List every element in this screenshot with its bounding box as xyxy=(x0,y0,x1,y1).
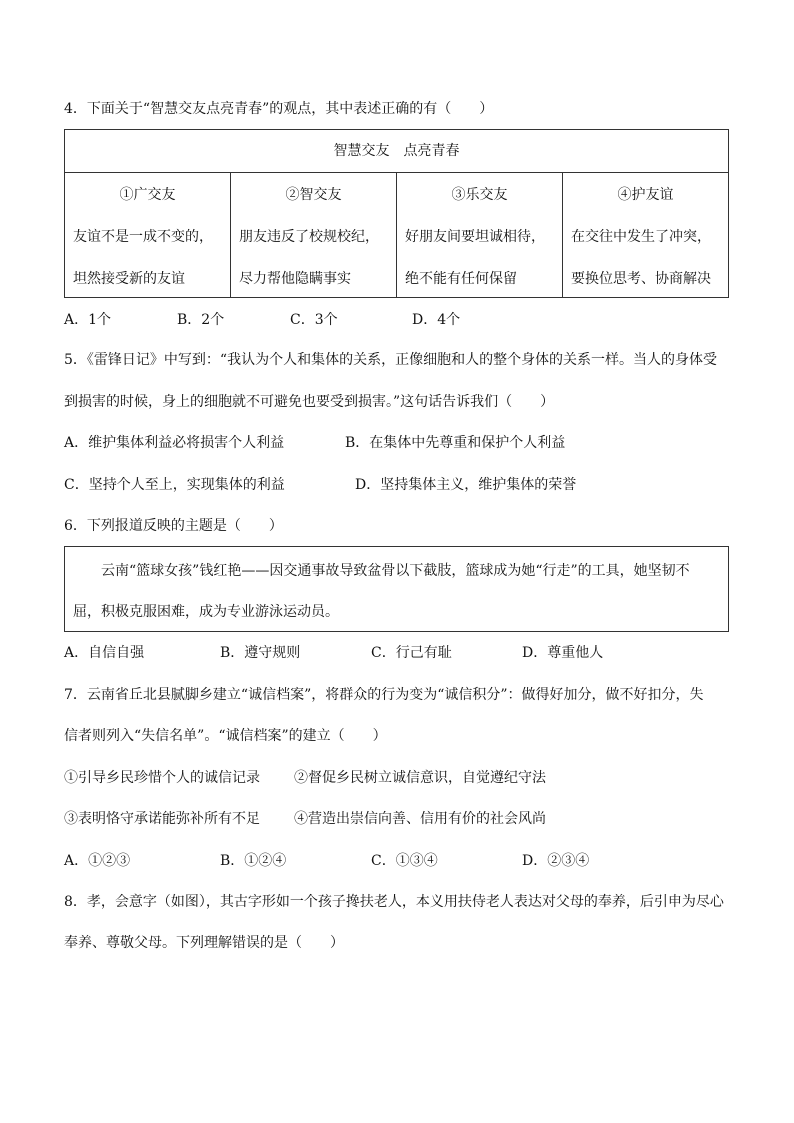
q6-options xyxy=(64,643,744,663)
q4-col-line: 好朋友间要坦诚相待， xyxy=(405,229,545,245)
q4-option-a[interactable]: A．1个 xyxy=(64,312,112,328)
q5-option-d[interactable]: D．坚持集体主义，维护集体的荣誉 xyxy=(355,477,577,493)
q6-option-c[interactable]: C．行己有耻 xyxy=(371,645,452,661)
q7-line2: 信者则列入“失信名单”。“诚信档案”的建立（ ） xyxy=(64,728,387,744)
q7-options xyxy=(64,851,744,871)
q4-col-line: 坦然接受新的友谊 xyxy=(73,271,185,287)
q4-col-line: 要换位思考、协商解决 xyxy=(571,271,711,287)
q4-stem: 4．下面关于“智慧交友点亮青春”的观点，其中表述正确的有（ ） xyxy=(64,101,494,117)
q4-col-line: 朋友违反了校规校纪， xyxy=(239,229,379,245)
q4-table xyxy=(64,129,729,298)
q4-table-cell xyxy=(397,173,563,298)
q7-item-3: ③表明恪守承诺能弥补所有不足 xyxy=(64,811,260,827)
q4-table-cell xyxy=(65,173,231,298)
q7-item-2: ②督促乡民树立诚信意识，自觉遵纪守法 xyxy=(294,770,546,786)
q4-col-line: 绝不能有任何保留 xyxy=(405,271,517,287)
q7-item-1: ①引导乡民珍惜个人的诚信记录 xyxy=(64,770,260,786)
q4-option-d[interactable]: D．4个 xyxy=(412,312,461,328)
q4-col-line: 尽力帮他隐瞒事实 xyxy=(239,271,351,287)
q4-options xyxy=(64,310,744,330)
q7-line1: 7．云南省丘北县腻脚乡建立“诚信档案”，将群众的行为变为“诚信积分”：做得好加分，做不好扣分，失 xyxy=(64,687,704,703)
q5-options-row2 xyxy=(64,475,744,495)
q6-option-a[interactable]: A．自信自强 xyxy=(64,645,145,661)
q4-col-line: 在交往中发生了冲突， xyxy=(571,229,711,245)
q5-option-a[interactable]: A．维护集体利益必将损害个人利益 xyxy=(64,435,285,451)
q4-table-cell xyxy=(231,173,397,298)
q7-item-4: ④营造出崇信向善、信用有价的社会风尚 xyxy=(294,811,546,827)
q5-options-row1 xyxy=(64,433,744,453)
q6-option-d[interactable]: D．尊重他人 xyxy=(522,645,604,661)
q6-report-line2: 屈，积极克服困难，成为专业游泳运动员。 xyxy=(73,604,339,620)
q6-report-box xyxy=(64,546,729,632)
q6-report-line1: 云南“篮球女孩”钱红艳——因交通事故导致盆骨以下截肢，篮球成为她“行走”的工具，她坚韧不 xyxy=(101,563,690,579)
q5-line1: 5．《雷锋日记》中写到：“我认为个人和集体的关系，正像细胞和人的整个身体的关系一样。当人的身体受 xyxy=(64,352,718,368)
q5-option-b[interactable]: B．在集体中先尊重和保护个人利益 xyxy=(345,435,566,451)
q8-line2: 奉养、尊敬父母。下列理解错误的是（ ） xyxy=(64,935,344,951)
q5-line2: 到损害的时候，身上的细胞就不可避免也要受到损害。”这句话告诉我们（ ） xyxy=(64,394,555,410)
q4-col-line: 友谊不是一成不变的， xyxy=(73,229,213,245)
q5-option-c[interactable]: C．坚持个人至上，实现集体的利益 xyxy=(64,477,285,493)
q6-stem: 6．下列报道反映的主题是（ ） xyxy=(64,518,283,534)
q4-col-head: ②智交友 xyxy=(285,187,342,203)
q4-option-c[interactable]: C．3个 xyxy=(290,312,338,328)
q7-option-a[interactable]: A．①②③ xyxy=(64,853,131,869)
q7-option-b[interactable]: B．①②④ xyxy=(220,853,287,869)
q4-option-b[interactable]: B．2个 xyxy=(177,312,225,328)
q8-line1: 8．孝，会意字（如图），其古字形如一个孩子搀扶老人，本义用扶侍老人表达对父母的奉养，后引申为尽心 xyxy=(64,894,724,910)
q4-col-head: ④护友谊 xyxy=(617,187,674,203)
q4-col-head: ①广交友 xyxy=(119,187,176,203)
q6-option-b[interactable]: B．遵守规则 xyxy=(220,645,301,661)
q7-option-c[interactable]: C．①③④ xyxy=(371,853,438,869)
q7-items-row1 xyxy=(64,768,744,788)
q7-option-d[interactable]: D．②③④ xyxy=(522,853,590,869)
q7-items-row2 xyxy=(64,809,744,829)
q4-table-title: 智慧交友 点亮青春 xyxy=(65,130,729,173)
q4-col-head: ③乐交友 xyxy=(451,187,508,203)
q4-table-cell xyxy=(563,173,729,298)
